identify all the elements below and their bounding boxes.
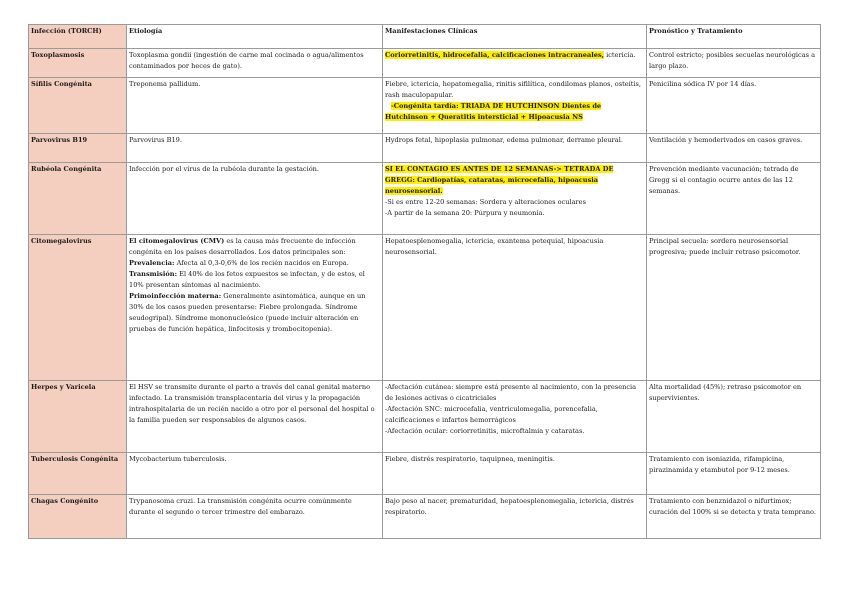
highlighted-text: -Congénita tardía: TRIADA DE HUTCHINSON Dientes de Hutchinson + Queratitis intersticial + Hipoacusia NS xyxy=(385,102,602,121)
bold-term: El citomegalovirus (CMV) xyxy=(129,237,225,245)
etiology-cell: Trypanosoma cruzi. La transmisión congénita ocurre comúnmente durante el segundo o tercer trimestre del embarazo. xyxy=(127,495,383,539)
header-infection: Infección (TORCH) xyxy=(29,25,127,49)
disease-cell: Tuberculosis Congénita xyxy=(29,453,127,495)
clinical-text: Fiebre, ictericia, hepatomegalia, rinitis sifilítica, condilomas planos, osteítis, rash maculopapular. xyxy=(385,80,641,99)
prognosis-cell: Prevención mediante vacunación; tetrada de Gregg si el contagio ocurre antes de las 12 semanas. xyxy=(647,163,821,235)
disease-cell: Herpes y Varicela xyxy=(29,381,127,453)
clinical-text: -A partir de la semana 20: Púrpura y neumonía. xyxy=(385,209,545,217)
prognosis-cell: Ventilación y hemoderivados en casos graves. xyxy=(647,134,821,163)
torch-table xyxy=(28,24,821,539)
prognosis-cell: Principal secuela: sordera neurosensorial progresiva; puede incluir retraso psicomotor. xyxy=(647,235,821,381)
etiology-text: Afecta al 0,3-0,6% de los recién nacidos en Europa. xyxy=(176,259,349,267)
disease-cell: Sífilis Congénita xyxy=(29,78,127,134)
header-prognosis: Pronóstico y Tratamiento xyxy=(647,25,821,49)
etiology-line xyxy=(129,258,380,269)
bold-term: Primoinfección materna: xyxy=(129,292,222,300)
etiology-cell: Treponema pallidum. xyxy=(127,78,383,134)
bold-term: Prevalencia: xyxy=(129,259,175,267)
header-clinical: Manifestaciones Clínicas xyxy=(383,25,647,49)
clinical-cell: Fiebre, distrés respiratorio, taquipnea, meningitis. xyxy=(383,453,647,495)
clinical-cell xyxy=(383,78,647,134)
etiology-text: Generalmente asintomática, aunque en un 30% de los casos pueden presentarse: Fiebre prolongada. Síndrome seudogripal). Síndrome mononucleósico (puede incluir alteración en pruebas de función hepática, linfocitosis y trombocitopenia). xyxy=(129,292,366,333)
etiology-cell: El HSV se transmite durante el parto a través del canal genital materno infectado. La transmisión transplacentaria del virus y la propagación intrahospitalaria de un recién nacido a otro por el personal del hospital o la familia pueden ser responsables de algunos casos. xyxy=(127,381,383,453)
etiology-text: es la causa más frecuente de infección congénita en los países desarrollados. Los datos principales son: xyxy=(129,237,356,256)
table-row-rubella xyxy=(29,163,821,235)
clinical-cell: Bajo peso al nacer, prematuridad, hepatoesplenomegalia, ictericia, distrés respiratorio. xyxy=(383,495,647,539)
etiology-cell: Mycobacterium tuberculosis. xyxy=(127,453,383,495)
etiology-text: El 40% de los fetos expuestos se infectan, y de estos, el 10% presentan síntomas al nacimiento. xyxy=(129,270,365,289)
header-etiology: Etiología xyxy=(127,25,383,49)
etiology-cell: Toxoplasma gondii (ingestión de carne mal cocinada o agua/alimentos contaminados por heces de gato). xyxy=(127,49,383,78)
table-header-row xyxy=(29,25,821,49)
document-page xyxy=(28,24,820,539)
prognosis-cell: Penicilina sódica IV por 14 días. xyxy=(647,78,821,134)
clinical-cell: Hepatoesplenomegalia, ictericia, exantema petequial, hipoacusia neurosensorial. xyxy=(383,235,647,381)
disease-cell: Toxoplasmosis xyxy=(29,49,127,78)
disease-cell: Chagas Congénito xyxy=(29,495,127,539)
clinical-cell xyxy=(383,381,647,453)
table-row-syphilis xyxy=(29,78,821,134)
clinical-cell xyxy=(383,49,647,78)
prognosis-cell: Tratamiento con benznidazol o nifurtimox; curación del 100% si se detecta y trata temprano. xyxy=(647,495,821,539)
etiology-cell: Infección por el virus de la rubéola durante la gestación. xyxy=(127,163,383,235)
table-row-cmv xyxy=(29,235,821,381)
clinical-text: -Afectación ocular: coriorretinitis, microftalmia y cataratas. xyxy=(385,427,585,435)
etiology-cell xyxy=(127,235,383,381)
highlighted-text: SI EL CONTAGIO ES ANTES DE 12 SEMANAS-> TETRADA DE GREGG: Cardiopatías, cataratas, microcefalia, hipoacusia neurosensorial. xyxy=(385,165,614,195)
highlighted-text: Coriorretinitis, hidrocefalia, calcificaciones intracraneales, xyxy=(385,51,604,59)
table-row-herpes xyxy=(29,381,821,453)
disease-cell: Parvovirus B19 xyxy=(29,134,127,163)
table-row-toxoplasmosis xyxy=(29,49,821,78)
prognosis-cell: Alta mortalidad (45%); retraso psicomotor en supervivientes. xyxy=(647,381,821,453)
table-row-chagas xyxy=(29,495,821,539)
clinical-text: -Si es entre 12-20 semanas: Sordera y alteraciones oculares xyxy=(385,198,586,206)
clinical-cell xyxy=(383,163,647,235)
prognosis-cell: Tratamiento con isoniazida, rifampicina, pirazinamida y etambutol por 9-12 meses. xyxy=(647,453,821,495)
etiology-cell: Parvovirus B19. xyxy=(127,134,383,163)
prognosis-cell: Control estricto; posibles secuelas neurológicas a largo plazo. xyxy=(647,49,821,78)
clinical-text: -Afectación cutánea: siempre está presente al nacimiento, con la presencia de lesiones activas o cicatriciales xyxy=(385,383,637,402)
table-row-parvovirus xyxy=(29,134,821,163)
clinical-cell: Hydrops fetal, hipoplasia pulmonar, edema pulmonar, derrame pleural. xyxy=(383,134,647,163)
clinical-text: -Afectación SNC: microcefalia, ventriculomegalia, porencefalia, calcificaciones e infartos hemorrágicos xyxy=(385,405,598,424)
clinical-text: ictericia. xyxy=(606,51,636,59)
etiology-line xyxy=(129,269,380,291)
bold-term: Transmisión: xyxy=(129,270,178,278)
disease-cell: Citomegalovirus xyxy=(29,235,127,381)
etiology-line xyxy=(129,291,380,335)
disease-cell: Rubéola Congénita xyxy=(29,163,127,235)
table-row-tuberculosis xyxy=(29,453,821,495)
